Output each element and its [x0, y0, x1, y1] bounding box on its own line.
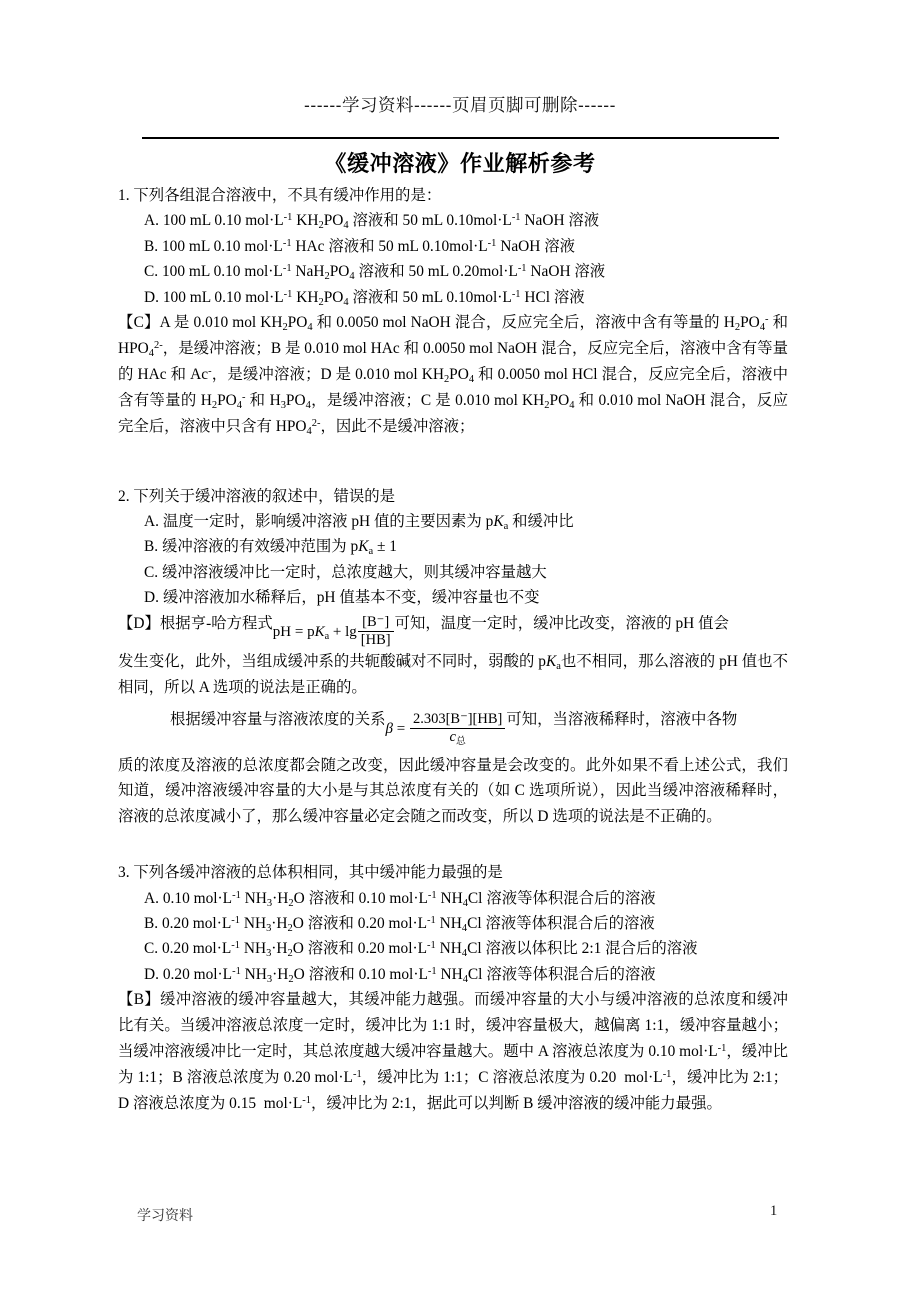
option-text: 0.20 $mol\cdot L^{-1}$ $NH_3\cdot H_2O$ 溶液和 0.20 $mol\cdot L^{-1}$ $NH_4Cl$ 溶液等体积混合后的溶液 [161, 915, 655, 934]
option-letter: D. [144, 288, 159, 306]
answer-after-equation: 可知，温度一定时，缓冲比改变，溶液的 pH 值会 [394, 614, 729, 632]
option-tail: 溶液等体积混合后的溶液 [486, 965, 656, 983]
concentration-1: 0.10 [162, 889, 190, 907]
paragraph-gap [118, 700, 788, 707]
ratio-d: 2:1 [391, 1094, 412, 1112]
conc-a: 0.10 [648, 1043, 676, 1061]
option-letter: B. [144, 538, 159, 556]
option-letter: B. [144, 237, 159, 255]
fraction-numerator: 2.303[B⁻][HB] [410, 711, 505, 729]
option-letter: A. [144, 889, 159, 907]
question-3-option-b [144, 911, 788, 936]
option-tail: 溶液等体积混合后的溶液 [485, 915, 655, 933]
option-text: 100 mL 0.10 $mol\cdot L^{-1}$ $KH_2PO_4$ 溶液和 50 mL $0.10mol\cdot L^{-1}$ HCl 溶液 [162, 288, 585, 308]
option-text: 0.10 $mol\cdot L^{-1}$ $NH_3\cdot H_2O$ 溶液和 0.10 $mol\cdot L^{-1}$ $NH_4Cl$ 溶液等体积混合后的溶液 [162, 889, 656, 909]
conc-d: 0.15 [229, 1094, 257, 1112]
pka-italic-k: K [546, 652, 557, 670]
concentration-1: 0.20 [161, 940, 189, 958]
answer-tag: 【B】 [118, 991, 160, 1009]
conc-b: 0.20 [283, 1068, 311, 1086]
question-1-stem-text: 下列各组混合溶液中，不具有缓冲作用的是： [133, 187, 442, 204]
beta-lead-text: 根据缓冲容量与溶液浓度的关系 [170, 711, 386, 729]
equation-fraction [358, 614, 394, 649]
denominator-c: c [449, 728, 456, 745]
fraction-denominator: [HB] [360, 631, 391, 648]
question-2-option-a [144, 509, 788, 534]
option-text: 缓冲溶液缓冲比一定时，总浓度越大，则其缓冲容量越大 [161, 563, 547, 581]
denominator-subscript: 总 [455, 735, 466, 747]
question-3-option-d [144, 962, 788, 987]
beta-equation-line [170, 707, 788, 745]
option-tail: 溶液以体积比 2:1 混合后的溶液 [485, 940, 698, 958]
fraction-numerator: [B⁻] [358, 614, 394, 632]
header-watermark-note: ------学习资料------页眉页脚可删除------ [304, 95, 616, 115]
concentration-2: 0.10 [358, 889, 386, 907]
concentration-2: 0.20 [357, 915, 385, 933]
ratio-reference-2: 1:1 [644, 1017, 665, 1035]
question-3-option-a [144, 886, 788, 911]
answer-body: 缓冲溶液的缓冲容量越大，其缓冲能力越强。而缓冲容量的大小与缓冲溶液的总浓度和缓冲比有关。当缓冲溶液总浓度一定时，缓冲比为 1:1 时，缓冲容量极大，越偏离 1:1，缓冲容量越小；当缓冲溶液缓冲比一定时，其总浓度越大缓冲容量越大。题中 A 溶液总浓度为 0.10 $mol\cdot L^{-1}$，缓冲比为 1:1；B 溶液总浓度为 0.20 $mol\cdot L^{-1}$，缓冲比为 1:1；C 溶液总浓度为 0.20 $mol\cdot L^{-1}$，缓冲比为 2:1；D 溶液总浓度为 0.15 $mol\cdot L^{-1}$，缓冲比为 2:1，据此可以判断 B 缓冲溶液的缓冲能力最强。 [118, 991, 788, 1112]
question-2-stem [118, 484, 788, 509]
question-1-option-a [144, 208, 788, 233]
option-text: 缓冲溶液加水稀释后，pH 值基本不变，缓冲容量也不变 [162, 589, 540, 607]
beta-after-text: 可知，当溶液稀释时，溶液中各物 [506, 711, 738, 729]
question-1-number: 1. [118, 187, 130, 204]
footer-page-number: 1 [770, 1203, 778, 1219]
question-3-answer [118, 987, 788, 1117]
question-2-answer-final: 质的浓度及溶液的总浓度都会随之改变，因此缓冲容量是会改变的。此外如果不看上述公式，我们知道，缓冲溶液缓冲容量的大小是与其总浓度有关的（如 C 选项所说），因此当缓冲溶液稀释时，溶液的总浓度减小了，那么缓冲容量必定会随之而改变，所以 D 选项的说法是不正确的。 [118, 756, 788, 826]
conc-c: 0.20 [589, 1068, 617, 1086]
option-letter: A. [144, 512, 159, 530]
concentration-1: 0.20 [161, 915, 189, 933]
option-text: 100 mL 0.10 $mol\cdot L^{-1}$ $NaH_2PO_4$ 溶液和 50 mL $0.20mol\cdot L^{-1}$ NaOH 溶液 [161, 263, 606, 283]
ratio-a: 1:1 [137, 1068, 158, 1086]
question-2-answer-cont [118, 649, 788, 701]
option-text: 100 mL 0.10 $mol\cdot L^{-1}$ $KH_2PO_4$ 溶液和 50 mL $0.10mol\cdot L^{-1}$ NaOH 溶液 [162, 212, 600, 232]
ratio-c: 2:1 [752, 1068, 773, 1086]
question-1-option-b [144, 234, 788, 259]
ratio-b: 1:1 [443, 1068, 463, 1086]
question-2-stem-text: 下列关于缓冲溶液的叙述中，错误的是 [133, 487, 396, 505]
beta-symbol: β [385, 720, 393, 737]
equation-fraction [410, 711, 505, 746]
ratio-reference: 1:1 [431, 1017, 452, 1035]
option-letter: C. [144, 263, 159, 281]
question-2-answer-line-1 [118, 611, 788, 649]
option-letter: D. [144, 589, 159, 607]
answer-tag: 【C】 [118, 314, 160, 332]
fraction-denominator [410, 729, 505, 746]
question-1-stem [118, 183, 788, 208]
option-letter: C. [144, 563, 159, 581]
answer-cont-text-2: 也不相同，那么溶液的 pH 值也不相同，所以 A 选项的说法是正确的。 [118, 652, 788, 696]
section-gap [118, 830, 788, 860]
page-title: 《缓冲溶液》作业解析参考 [324, 151, 596, 176]
question-2-number: 2. [118, 487, 130, 505]
question-1-option-d [144, 285, 788, 310]
answer-body: A 是 0.010 mol $KH_2PO_4$ 和 0.0050 mol NaOH 混合，反应完全后，溶液中含有等量的 $H_2PO_4^-$ 和 $HPO_4^{2-}$，是缓冲溶液；B 是 0.010 mol HAc 和 0.0050 mol NaOH 混合，反应完全后，溶液中含有等量的 HAc 和 Ac-，是缓冲溶液；D 是 0.010 mol $KH_2PO_4$ 和 0.0050 mol HCl 混合，反应完全后，溶液中含有等量的 $H_2PO_4^-$ 和 $H_3PO_4$，是缓冲溶液；C 是 0.010 mol $KH_2PO_4$ 和 0.010 mol NaOH 混合，反应完全后，溶液中只含有 $HPO_4^{2-}$，因此不是缓冲溶液； [118, 314, 788, 437]
question-3-option-c [144, 936, 788, 961]
question-3-stem [118, 860, 788, 885]
option-letter: D. [144, 965, 159, 983]
henderson-hasselbalch-equation: pH = $pK_a + \lg$ $\frac{[B^-]}{[HB]}$ [273, 614, 395, 649]
question-2-option-c [144, 560, 788, 585]
option-letter: A. [144, 212, 159, 230]
answer-tag: 【D】 [118, 614, 160, 632]
option-letter: B. [144, 915, 159, 933]
concentration-1: 0.20 [162, 965, 190, 983]
question-2-option-b [144, 534, 788, 559]
answer-cont-text: 发生变化，此外，当组成缓冲系的共轭酸碱对不同时，弱酸的 p [118, 652, 546, 670]
concentration-2: 0.20 [357, 940, 385, 958]
question-1-answer [118, 310, 788, 440]
pka-subscript: a [556, 660, 561, 672]
option-tail: 溶液等体积混合后的溶液 [486, 889, 656, 907]
question-1-option-c [144, 259, 788, 284]
option-letter: C. [144, 940, 159, 958]
question-3-stem-text: 下列各缓冲溶液的总体积相同，其中缓冲能力最强的是 [133, 864, 503, 882]
option-text: 缓冲溶液的有效缓冲范围为 $pK_a \pm 1$ [161, 538, 397, 558]
option-text: 0.20 $mol\cdot L^{-1}$ $NH_3\cdot H_2O$ 溶液和 0.10 $mol\cdot L^{-1}$ $NH_4Cl$ 溶液等体积混合后的溶液 [162, 965, 656, 985]
paragraph-gap [118, 746, 788, 753]
question-2-option-d [144, 585, 788, 610]
answer-lead: 根据亨-哈方程式 [159, 614, 273, 632]
question-3-number: 3. [118, 864, 130, 882]
section-gap [118, 440, 788, 484]
option-text: 0.20 $mol\cdot L^{-1}$ $NH_3\cdot H_2O$ 溶液和 0.20 $mol\cdot L^{-1}$ $NH_4Cl$ 溶液以体积比 2:1 混合后的溶液 [161, 940, 698, 960]
equals-sign: = [396, 720, 406, 737]
buffer-capacity-equation [385, 711, 506, 746]
concentration-2: 0.10 [358, 965, 386, 983]
document-body [118, 183, 788, 1117]
option-text: 100 mL 0.10 $mol\cdot L^{-1}$ HAc 溶液和 50 mL $0.10mol\cdot L^{-1}$ NaOH 溶液 [161, 237, 576, 255]
option-text: 温度一定时，影响缓冲溶液 pH 值的主要因素为 $pK_a$ 和缓冲比 [162, 512, 574, 532]
footer-label: 学习资料 [137, 1207, 193, 1223]
header-divider-rule [142, 137, 779, 139]
